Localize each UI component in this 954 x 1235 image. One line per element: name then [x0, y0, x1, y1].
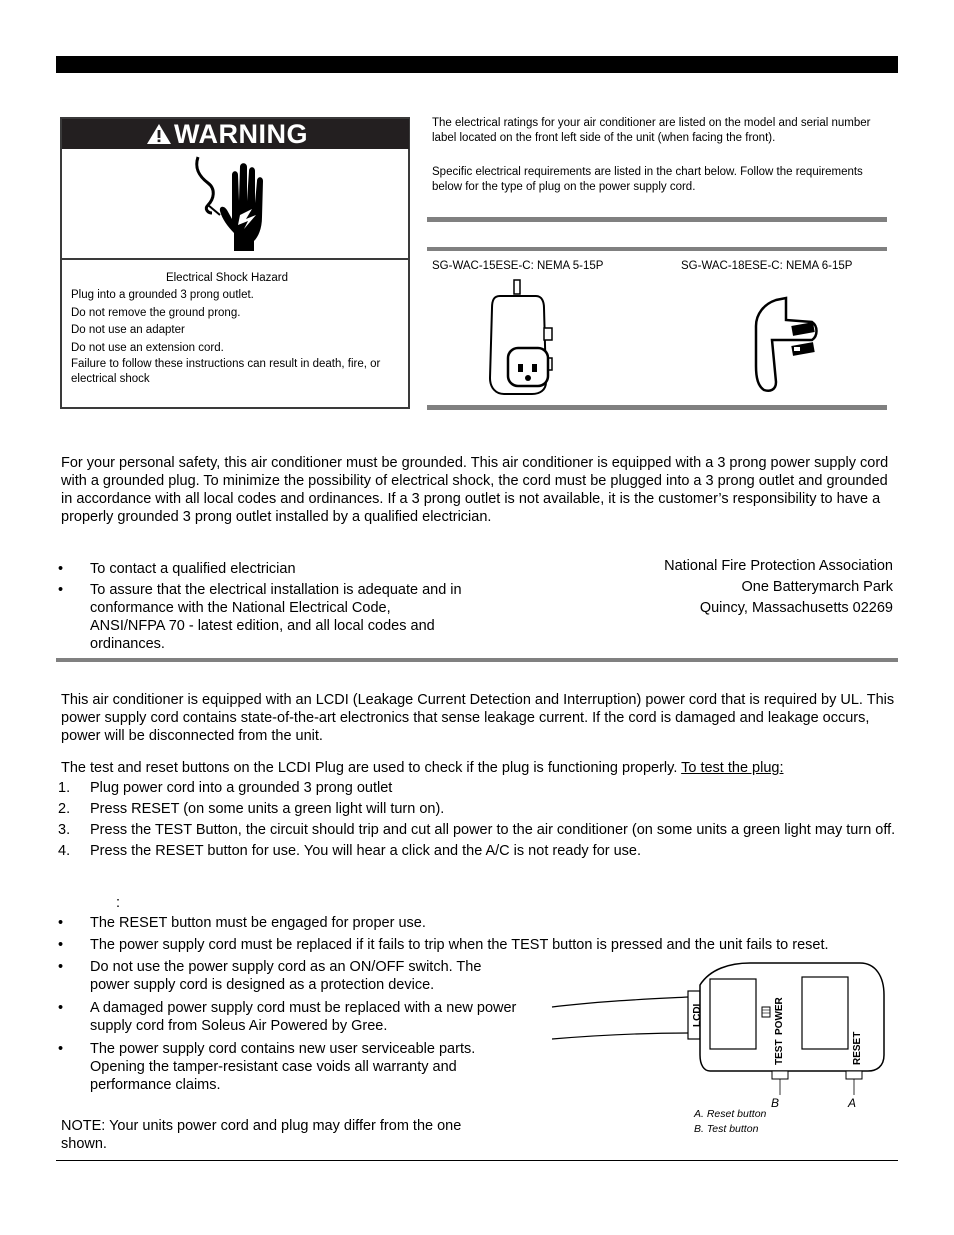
list-item: • To contact a qualified electrician [58, 560, 468, 578]
test-step: 3. Press the TEST Button, the circuit should trip and cut all power to the air conditioner (on some units a green light may turn off. [58, 822, 896, 838]
test-label: TEST [774, 1039, 785, 1065]
test-link: To test the plug: [681, 760, 784, 776]
address-line: National Fire Protection Association [664, 558, 893, 574]
list-item: • The power supply cord must be replaced if it fails to trip when the TEST button is pressed and the unit fails to reset. [58, 936, 898, 954]
section-rule [56, 658, 898, 662]
list-item: • A damaged power supply cord must be replaced with a new power supply cord from Soleus Air Powered by Gree. [58, 999, 520, 1035]
warning-separator [62, 258, 409, 260]
step-text: Press the TEST Button, the circuit should trip and cut all power to the air conditioner (on some units a green light may turn off. [90, 822, 896, 838]
chart-top-rule [427, 217, 887, 222]
plug-note: NOTE: Your units power cord and plug may differ from the one shown. [61, 1118, 462, 1152]
grounding-paragraph: For your personal safety, this air conditioner must be grounded. This air conditioner is equipped with a 3 prong power supply cord with a grounded plug. To minimize the possibility of electrical shock, the cord must be plugged into a 3 prong outlet and grounded in accordance with all local codes and ordinances. If a 3 prong outlet is not available, it is the customer’s responsibility to have a properly grounded 3 prong outlet installed by a qualified electrician. [61, 455, 889, 525]
shock-hand-icon [190, 155, 280, 255]
warning-line: Do not use an extension cord. [71, 342, 224, 354]
step-text: Press RESET (on some units a green light will turn on). [90, 801, 445, 817]
test-step: 1. Plug power cord into a grounded 3 prong outlet [58, 780, 393, 796]
step-text: Press the RESET button for use. You will hear a click and the A/C is not ready for use. [90, 843, 642, 859]
label-b: B [771, 1096, 780, 1110]
electrician-list [58, 560, 468, 653]
lcdi-label: LCDI [692, 1003, 703, 1027]
notes-colon: : [116, 895, 121, 911]
warning-header [62, 119, 409, 149]
lcdi-notes-narrow [58, 958, 520, 1094]
lcdi-intro: This air conditioner is equipped with an LCDI (Leakage Current Detection and Interruption) power cord that is required by UL. This power supply cord contains state-of-the-art electronics that sense leakage current. If the cord is damaged and leakage occurs, power will be disconnected from the unit. [61, 692, 895, 744]
footer-rule [56, 1160, 898, 1161]
plug-model-2: SG-WAC-18ESE-C: NEMA 6-15P [681, 260, 853, 272]
warning-line: Plug into a grounded 3 prong outlet. [71, 289, 254, 301]
ratings-paragraph-1: The electrical ratings for your air conditioner are listed on the model and serial number label located on the front left side of the unit (when facing the front). [432, 117, 871, 144]
lcdi-notes-wide [58, 914, 898, 954]
warning-line: Do not remove the ground prong. [71, 307, 241, 319]
nfpa-address [600, 556, 893, 619]
caption-b: B. Test button [694, 1123, 759, 1135]
list-item: • To assure that the electrical installation is adequate and in conformance with the National Electrical Code, ANSI/NFPA 70 - latest edition, and all local codes and ordinances. [58, 581, 468, 653]
power-label: POWER [774, 997, 785, 1035]
nema-5-15p-plug-icon [486, 278, 558, 396]
warning-line: Do not use an adapter [71, 324, 185, 336]
warning-line: Failure to follow these instructions can result in death, fire, or electrical shock [71, 358, 381, 385]
test-steps [58, 779, 898, 860]
test-intro-text: The test and reset buttons on the LCDI Plug are used to check if the plug is functioning properly. [61, 760, 678, 776]
plug-model-1: SG-WAC-15ESE-C: NEMA 5-15P [432, 260, 604, 272]
warning-title: WARNING [174, 119, 308, 149]
reset-label: RESET [852, 1031, 863, 1065]
warning-triangle-icon [146, 121, 172, 151]
step-text: Plug power cord into a grounded 3 prong outlet [90, 780, 393, 796]
label-a: A [848, 1096, 857, 1110]
nema-6-15p-plug-icon [752, 296, 824, 396]
list-item: • Do not use the power supply cord as an ON/OFF switch. The power supply cord is designed as a protection device. [58, 958, 520, 994]
chart-header-rule [427, 247, 887, 251]
lcdi-plug-diagram [550, 955, 890, 1140]
hazard-title: Electrical Shock Hazard [165, 272, 289, 284]
chart-bottom-rule [427, 405, 887, 410]
test-intro [61, 759, 901, 777]
list-item: • The power supply cord contains new user serviceable parts. Opening the tamper-resistant case voids all warranty and performance claims. [58, 1040, 520, 1094]
address-line: One Batterymarch Park [741, 579, 893, 595]
test-step: 2. Press RESET (on some units a green light will turn on). [58, 801, 445, 817]
address-line: Quincy, Massachusetts 02269 [699, 600, 893, 616]
list-item: • The RESET button must be engaged for proper use. [58, 914, 898, 932]
ratings-paragraph-2: Specific electrical requirements are listed in the chart below. Follow the requirements below for the type of plug on the power supply cord. [432, 166, 863, 193]
header-bar [56, 56, 898, 73]
test-step: 4. Press the RESET button for use. You will hear a click and the A/C is not ready for use. [58, 843, 642, 859]
caption-a: A. Reset button [694, 1108, 767, 1120]
